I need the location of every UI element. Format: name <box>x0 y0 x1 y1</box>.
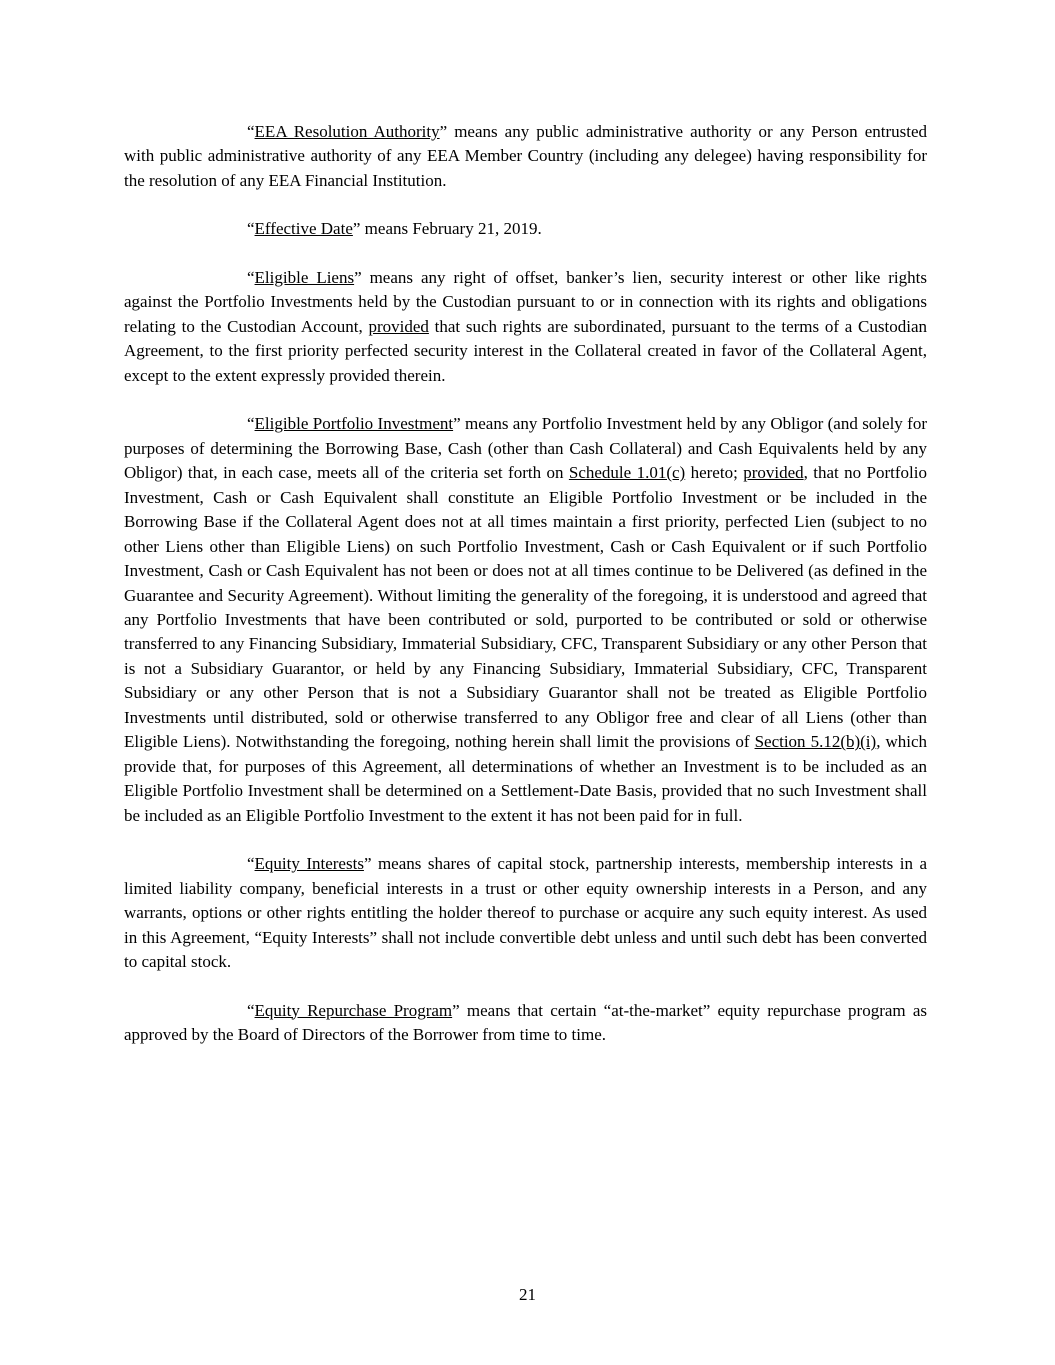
body-text: , which provide that, for purposes of this Agreement, all determinations of whether an Investment is to be included as an Eligible Portfolio Investment shall be determined on a Settlement-Date Basis, provided that no such Investment shall be included as an Eligible Portfolio Investment to the extent it has not been paid for in full. <box>124 732 928 825</box>
body-text: “ <box>247 267 255 287</box>
defined-term: EEA Resolution Authority <box>254 122 440 141</box>
defined-term: provided <box>368 316 429 336</box>
paragraph <box>124 852 927 974</box>
defined-term: Eligible Liens <box>254 267 355 287</box>
body-text: “ <box>247 414 255 434</box>
body-text: , that no Portfolio Investment, Cash or Cash Equivalent shall constitute an Eligible Portfolio Investment or be included in the Borrowing Base if the Collateral Agent does not at all times maintain a first priority, perfected Lien (subject to no other Liens other than Eligible Liens) on such Portfolio Investment, Cash or Cash Equivalent or if such Portfolio Investment, Cash or Cash Equivalent has not been or does not at all times continue to be Delivered (as defined in the Guarantee and Security Agreement). Without limiting the generality of the foregoing, it is understood and agreed that any Portfolio Investments that have been contributed or sold, purported to be contributed or sold or otherwise transferred to any Financing Subsidiary, Immaterial Subsidiary, CFC, Transparent Subsidiary or any other Person that is not a Subsidiary Guarantor, or held by any Financing Subsidiary, Immaterial Subsidiary, CFC, Transparent Subsidiary or any other Person that is not a Subsidiary Guarantor shall not be treated as Eligible Portfolio Investments until distributed, sold or otherwise transferred to any Obligor free and clear of all Liens (other than Eligible Liens). Notwithstanding the foregoing, nothing herein shall limit the provisions of <box>124 463 927 752</box>
defined-term: Eligible Portfolio Investment <box>254 414 454 434</box>
paragraph <box>124 217 927 241</box>
body-text: ” means any right of offset, banker’s lien, security interest or other like rights against the Portfolio Investments held by the Custodian pursuant to or in connection with its rights and obligations relating to the Custodian Account, <box>124 267 927 336</box>
paragraph <box>124 266 927 388</box>
paragraph <box>124 999 927 1048</box>
defined-term: provided <box>743 463 804 483</box>
body-text: ” means any public administrative authority or any Person entrusted with public administrative authority of any EEA Member Country (including any delegee) having responsibility for the resolution of any EEA Financial Institution. <box>124 122 928 190</box>
document-body <box>124 120 927 1047</box>
body-text: ” means shares of capital stock, partnership interests, membership interests in a limited liability company, beneficial interests in a trust or other equity ownership interests in a Person, and any warrants, options or other rights entitling the holder thereof to purchase or acquire any such equity interest. As used in this Agreement, “Equity Interests” shall not include convertible debt unless and until such debt has been converted to capital stock. <box>124 854 927 972</box>
defined-term: Equity Repurchase Program <box>254 1000 453 1020</box>
defined-term: Section 5.12(b)(i) <box>754 732 877 752</box>
defined-term: Equity Interests <box>254 854 364 874</box>
defined-term: Effective Date <box>254 219 353 239</box>
body-text: that such rights are subordinated, pursuant to the terms of a Custodian Agreement, to the first priority perfected security interest in the Collateral created in favor of the Collateral Agent, except to the extent expressly provided therein. <box>124 316 927 385</box>
body-text: “ <box>247 854 255 874</box>
body-text: “ <box>247 1000 255 1020</box>
body-text: “ <box>247 219 255 239</box>
body-text: “ <box>247 122 255 141</box>
body-text: hereto; <box>685 463 744 483</box>
paragraph <box>124 412 927 828</box>
body-text: ” means that certain “at-the-market” equity repurchase program as approved by the Board of Directors of the Borrower from time to time. <box>124 1000 927 1044</box>
defined-term: Schedule 1.01(c) <box>568 463 686 483</box>
body-text: ” means February 21, 2019. <box>352 219 542 239</box>
body-text: ” means any Portfolio Investment held by any Obligor (and solely for purposes of determining the Borrowing Base, Cash (other than Cash Collateral) and Cash Equivalents held by any Obligor) that, in each case, meets all of the criteria set forth on <box>124 414 927 483</box>
page-number: 21 <box>519 1284 536 1304</box>
paragraph <box>124 120 927 193</box>
